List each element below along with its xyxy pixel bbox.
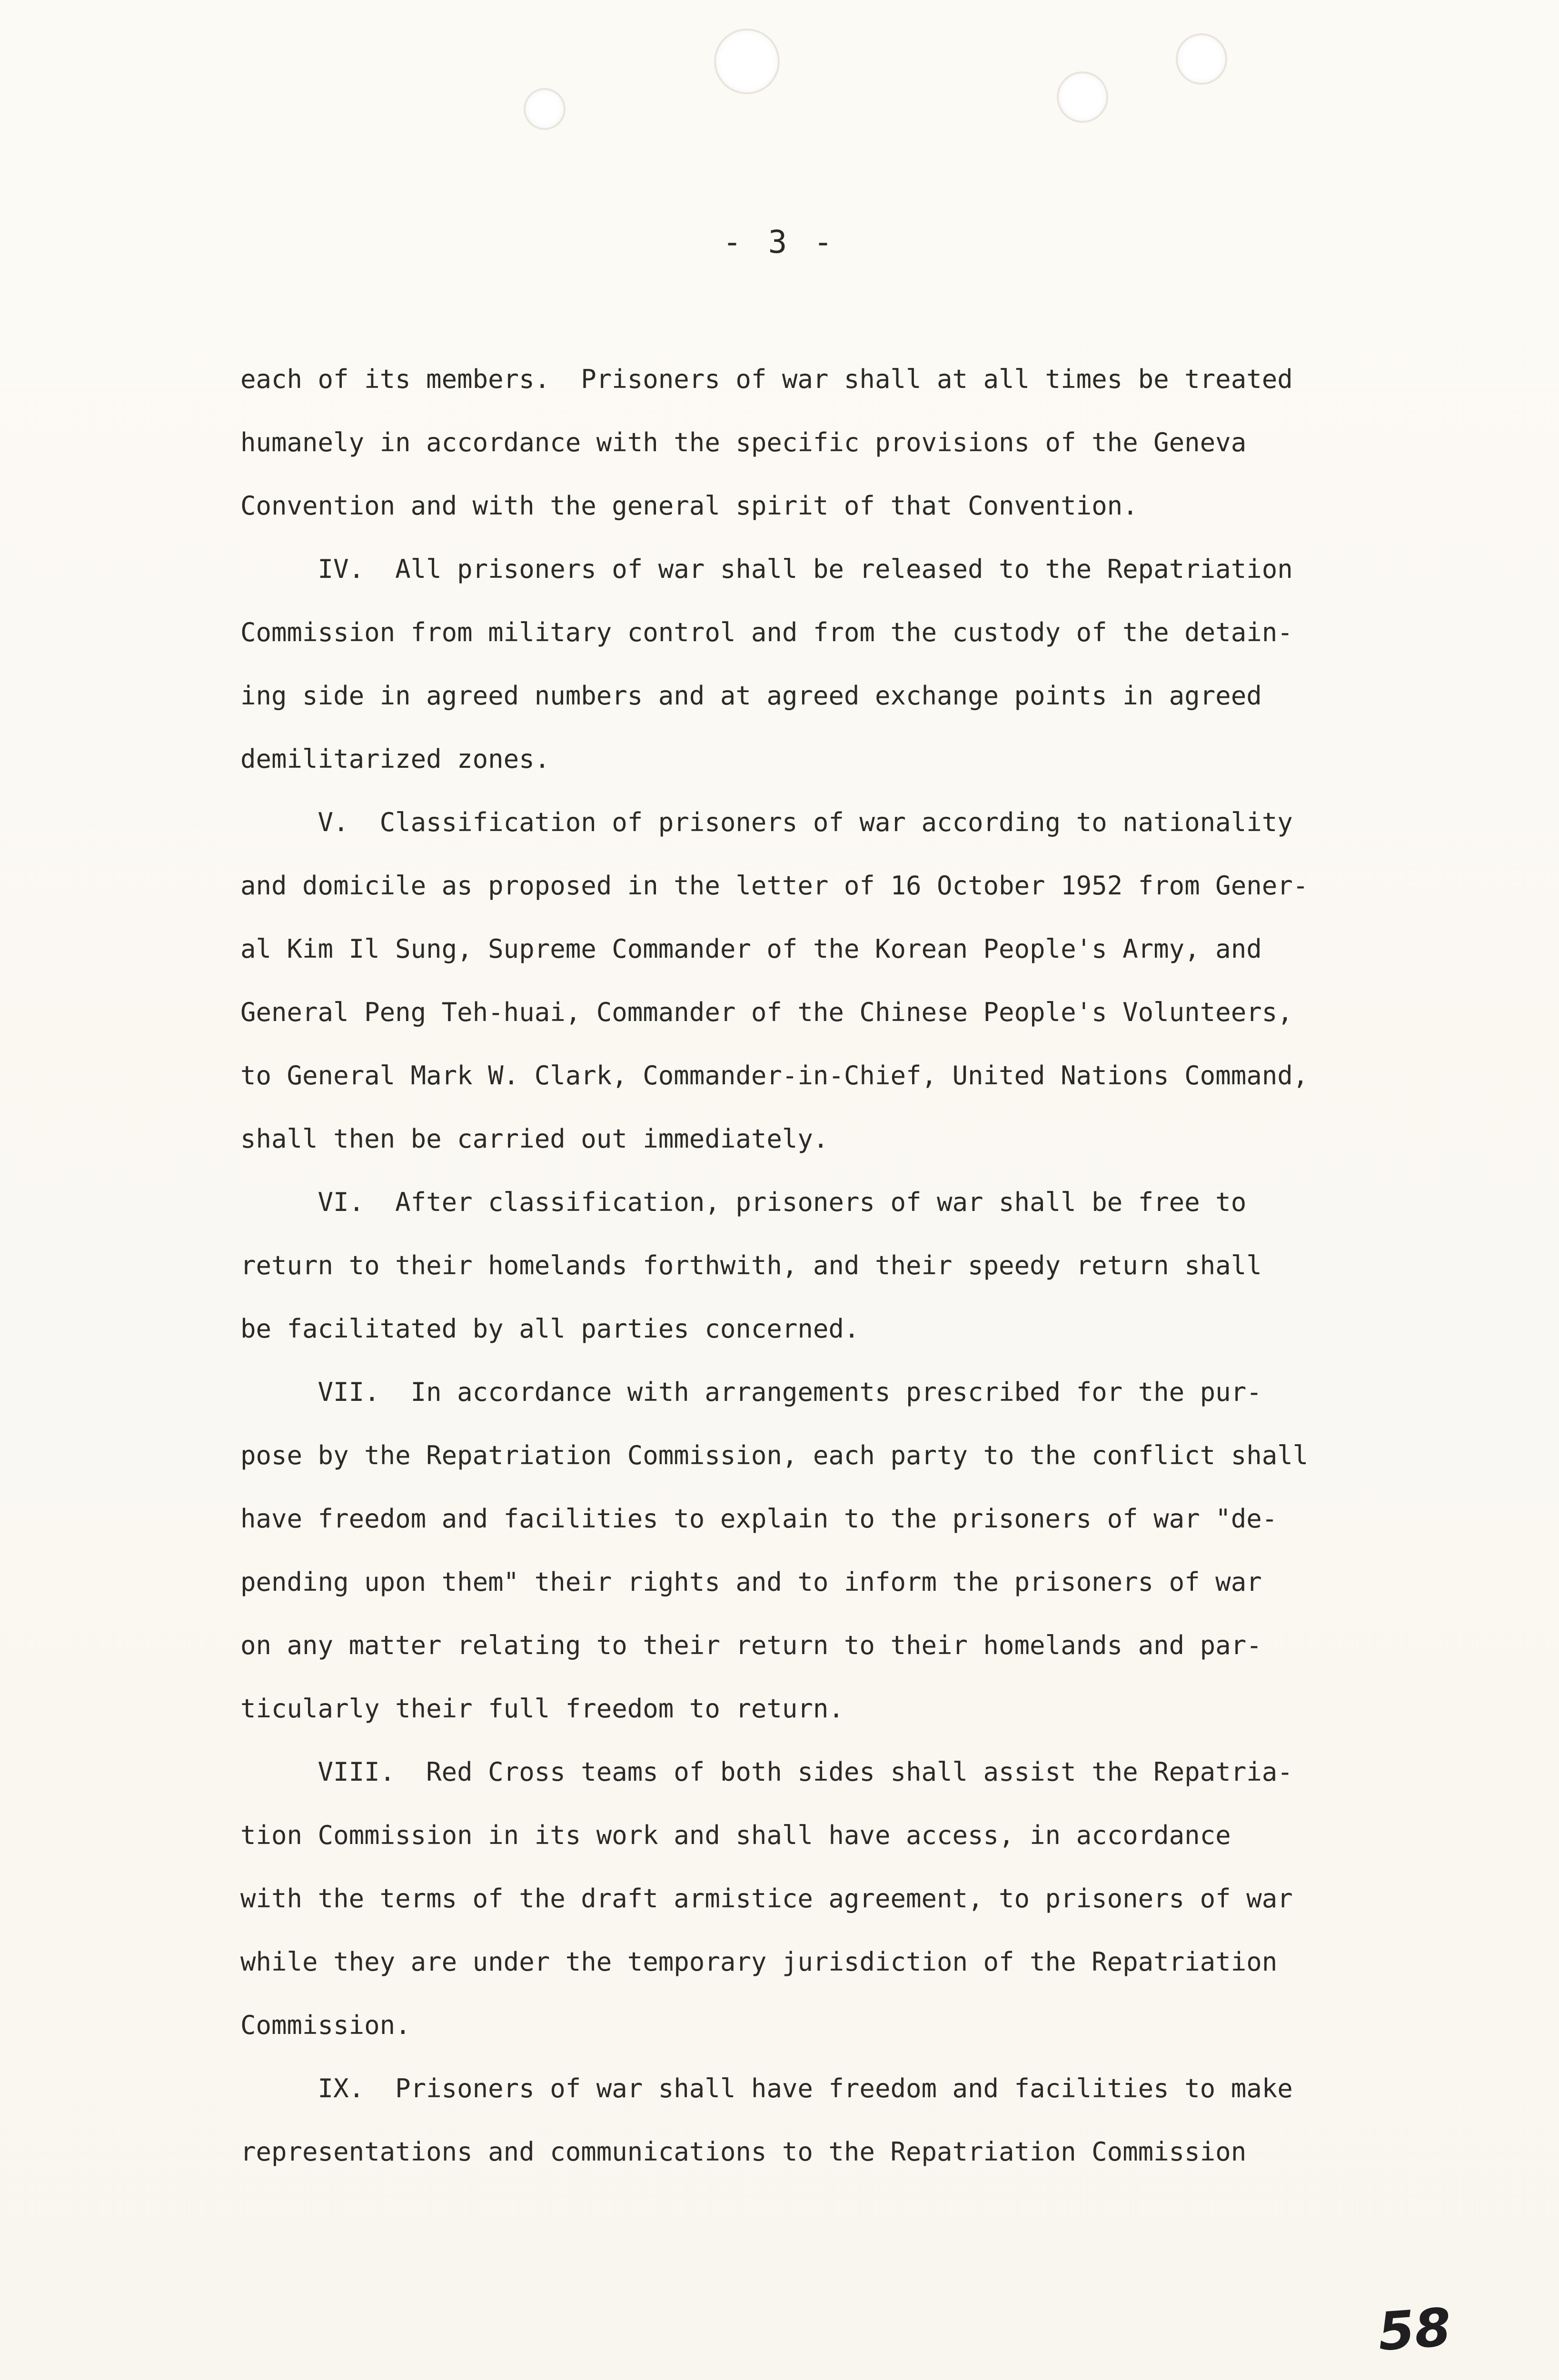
- text-line: have freedom and facilities to explain to the prisoners of war "de-: [240, 1504, 1278, 1534]
- text-line: be facilitated by all parties concerned.: [240, 1314, 860, 1344]
- handwritten-page-number: 58: [1376, 2296, 1453, 2363]
- text-line: pose by the Repatriation Commission, each party to the conflict shall: [240, 1440, 1309, 1470]
- punch-hole: [524, 88, 566, 130]
- text-line: return to their homelands forthwith, and their speedy return shall: [240, 1250, 1262, 1280]
- text-line: humanely in accordance with the specific provisions of the Geneva: [240, 427, 1247, 457]
- text-line: ing side in agreed numbers and at agreed exchange points in agreed: [240, 681, 1262, 711]
- text-line: shall then be carried out immediately.: [240, 1124, 829, 1154]
- punch-hole: [1057, 71, 1108, 123]
- text-line: IX. Prisoners of war shall have freedom and facilities to make: [240, 2073, 1293, 2103]
- text-line: on any matter relating to their return to their homelands and par-: [240, 1630, 1262, 1660]
- text-line: Commission from military control and from the custody of the detain-: [240, 617, 1293, 647]
- text-line: V. Classification of prisoners of war according to nationality: [240, 807, 1293, 837]
- text-line: tion Commission in its work and shall have access, in accordance: [240, 1820, 1231, 1850]
- text-line: IV. All prisoners of war shall be released to the Repatriation: [240, 554, 1293, 584]
- text-line: representations and communications to the Repatriation Commission: [240, 2137, 1247, 2167]
- text-line: pending upon them" their rights and to inform the prisoners of war: [240, 1567, 1262, 1597]
- text-line: to General Mark W. Clark, Commander-in-Chief, United Nations Command,: [240, 1061, 1309, 1091]
- body-text: [240, 347, 1359, 2183]
- punch-hole: [714, 29, 780, 94]
- punch-hole: [1176, 33, 1227, 85]
- text-line: Commission.: [240, 2010, 411, 2040]
- text-line: VII. In accordance with arrangements prescribed for the pur-: [240, 1377, 1262, 1407]
- text-line: General Peng Teh-huai, Commander of the Chinese People's Volunteers,: [240, 997, 1293, 1027]
- text-line: VI. After classification, prisoners of war shall be free to: [240, 1187, 1247, 1217]
- text-line: while they are under the temporary jurisdiction of the Repatriation: [240, 1947, 1278, 1977]
- text-line: al Kim Il Sung, Supreme Commander of the Korean People's Army, and: [240, 934, 1262, 964]
- text-line: demilitarized zones.: [240, 744, 550, 774]
- text-line: ticularly their full freedom to return.: [240, 1694, 844, 1724]
- text-line: Convention and with the general spirit of that Convention.: [240, 491, 1138, 521]
- text-line: and domicile as proposed in the letter of 16 October 1952 from Gener-: [240, 871, 1309, 901]
- text-line: VIII. Red Cross teams of both sides shall assist the Repatria-: [240, 1757, 1293, 1787]
- text-line: each of its members. Prisoners of war shall at all times be treated: [240, 364, 1293, 394]
- page-number: - 3 -: [723, 224, 836, 260]
- text-line: with the terms of the draft armistice agreement, to prisoners of war: [240, 1884, 1293, 1914]
